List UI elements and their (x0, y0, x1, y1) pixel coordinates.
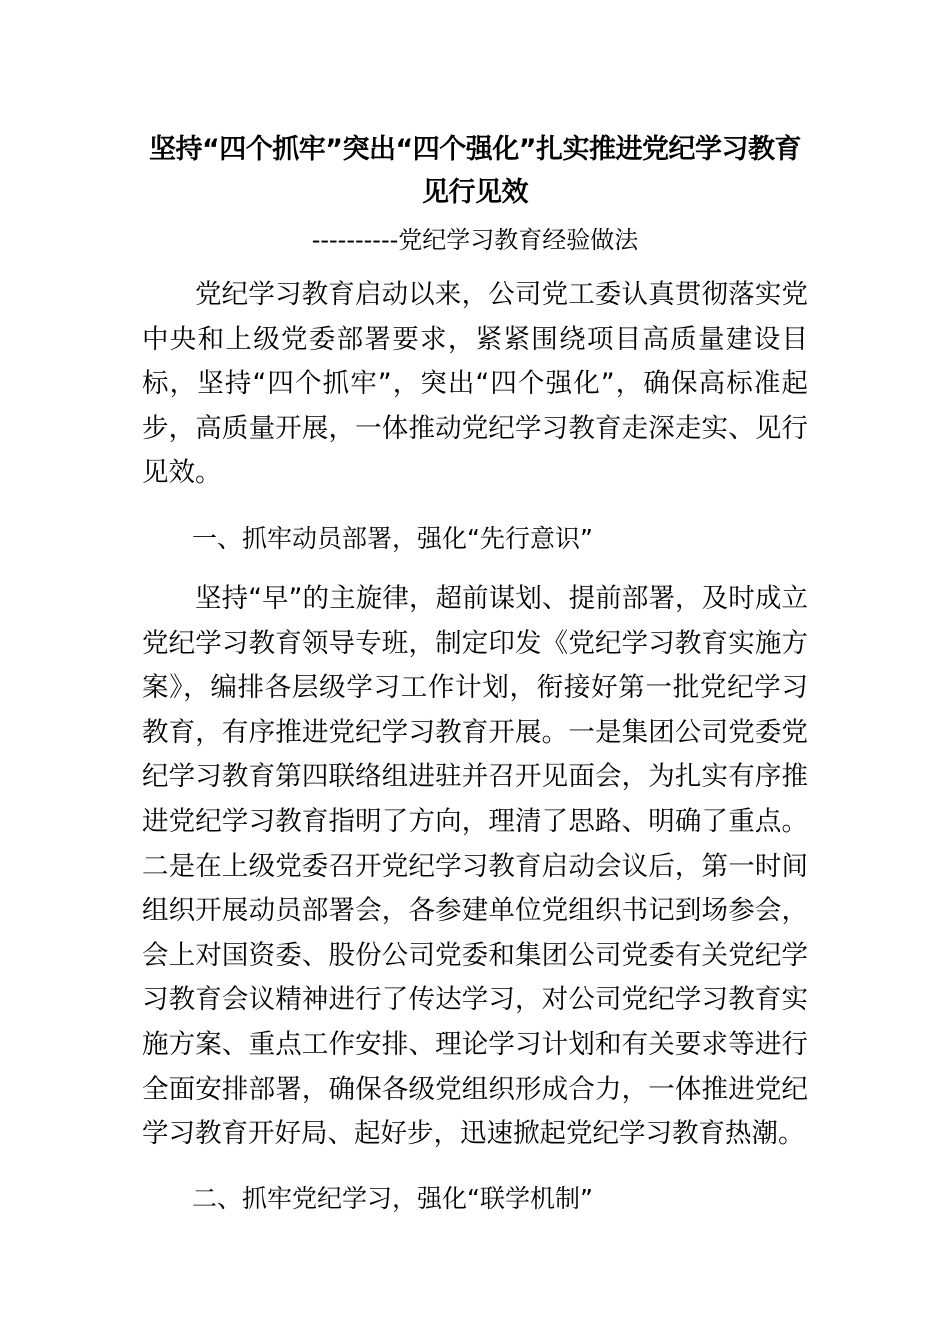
document-subtitle: ----------党纪学习教育经验做法 (311, 226, 639, 254)
section-1-heading: 一、抓牢动员部署，强化“先行意识” (192, 523, 593, 553)
document-title: 坚持“四个抓牢”突出“四个强化”扎实推进党纪学习教育见行见效 (149, 134, 801, 208)
section-1-paragraph: 坚持“早”的主旋律，超前谋划、提前部署，及时成立党纪学习教育领导专班，制定印发《党纪学习教育实施方案》，编排各层级学习工作计划，衔接好第一批党纪学习教育，有序推进党纪学习教育开展。一是集团公司党委党纪学习教育第四联络组进驻并召开见面会，为扎实有序推进党纪学习教育指明了方向，理清了思路、明确了重点。二是在上级党委召开党纪学习教育启动会议后，第一时间组织开展动员部署会，各参建单位党组织书记到场参会，会上对国资委、股份公司党委和集团公司党委有关党纪学习教育会议精神进行了传达学习，对公司党纪学习教育实施方案、重点工作安排、理论学习计划和有关要求等进行全面安排部署，确保各级党组织形成合力，一体推进党纪学习教育开好局、起好步，迅速掀起党纪学习教育热潮。 (142, 582, 808, 1150)
document-page (142, 128, 808, 1214)
section-2-heading: 二、抓牢党纪学习，强化“联学机制” (192, 1183, 593, 1213)
intro-paragraph: 党纪学习教育启动以来，公司党工委认真贯彻落实党中央和上级党委部署要求，紧紧围绕项目高质量建设目标，坚持“四个抓牢”，突出“四个强化”，确保高标准起步，高质量开展，一体推动党纪学习教育走深走实、见行见效。 (142, 279, 808, 489)
